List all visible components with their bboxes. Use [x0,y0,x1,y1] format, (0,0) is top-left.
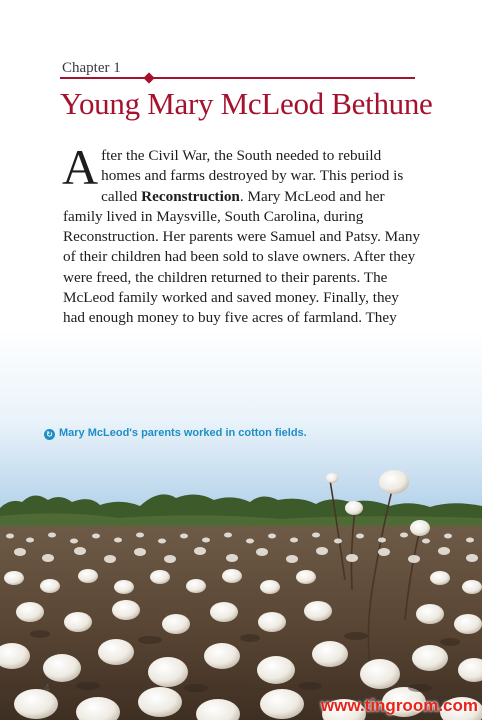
glossary-term: Reconstruction [141,187,240,205]
body-paragraph [62,139,423,349]
chapter-rule [60,77,415,79]
page-number: 4 [44,683,50,694]
caption-text: Mary McLeod's parents worked in cotton fields. [59,427,307,439]
cotton-field-photo [0,330,482,720]
watermark: www.tingroom.com [320,696,478,715]
body-text-end: . Mary McLeod and her family lived in Maysville, South Carolina, during Reconstruction. Her parents were Samuel and Patsy. Many of their children had been sold to slave owners. After they were freed, the children returned to their parents. The McLeod family worked and saved money. Finally, they had enough money to buy five acres of farmland. They [63,187,421,327]
body-text-start: fter the Civil War, the South needed to rebuild homes and farms destroyed by war. This period is called [101,147,404,205]
drop-cap: A [62,139,99,195]
photo-caption [44,427,307,440]
chapter-label: Chapter 1 [62,60,121,76]
chapter-title: Young Mary McLeod Bethune [60,86,433,121]
info-icon: ↻ [44,429,55,440]
rule-diamond-ornament [143,72,154,83]
